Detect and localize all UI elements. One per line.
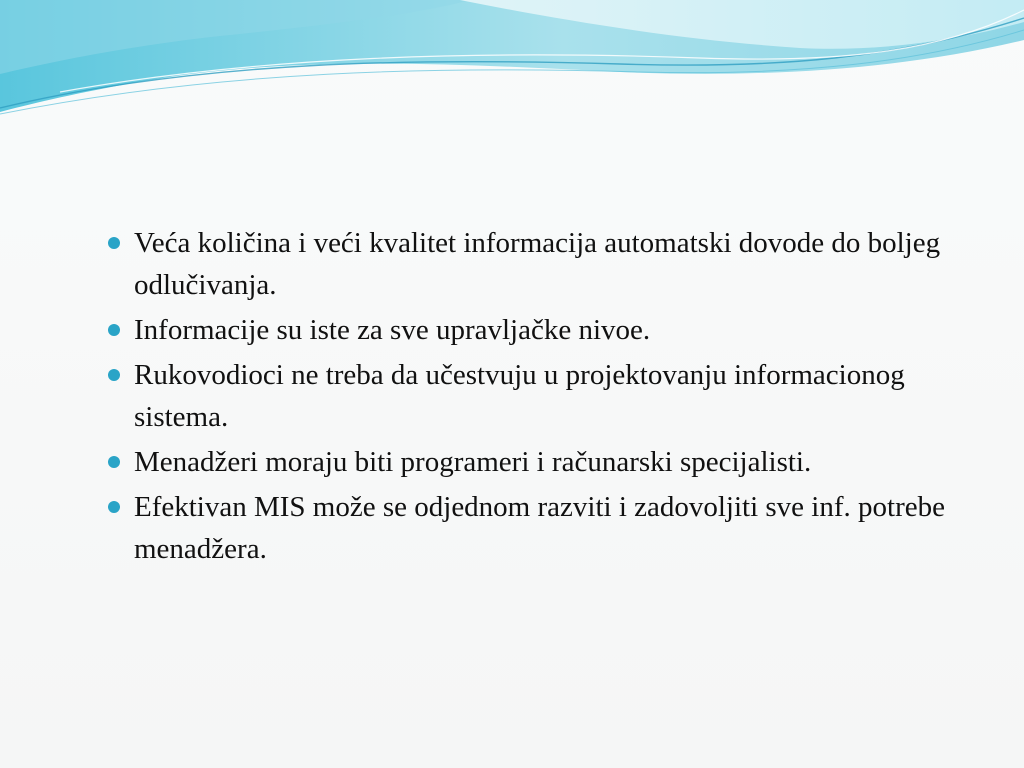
- bullet-list: [104, 222, 974, 570]
- bullet-dot-icon: [108, 237, 120, 249]
- bullet-text: Informacije su iste za sve upravljačke nivoe.: [134, 314, 651, 346]
- bullet-item: [104, 354, 974, 438]
- bullet-text: Veća količina i veći kvalitet informacija automatski dovode do boljeg odlučivanja.: [134, 227, 941, 301]
- bullet-dot-icon: [108, 456, 120, 468]
- bullet-item: [104, 441, 974, 483]
- slide-content: [104, 222, 974, 573]
- bullet-text: Rukovodioci ne treba da učestvuju u projektovanju informacionog sistema.: [134, 359, 905, 433]
- bullet-dot-icon: [108, 324, 120, 336]
- bullet-dot-icon: [108, 369, 120, 381]
- header-wave-decoration: [0, 0, 1024, 140]
- bullet-item: [104, 486, 974, 570]
- bullet-text: Menadžeri moraju biti programeri i računarski specijalisti.: [134, 446, 812, 478]
- bullet-item: [104, 222, 974, 306]
- bullet-dot-icon: [108, 501, 120, 513]
- bullet-text: Efektivan MIS može se odjednom razviti i zadovoljiti sve inf. potrebe menadžera.: [134, 491, 945, 565]
- bullet-item: [104, 309, 974, 351]
